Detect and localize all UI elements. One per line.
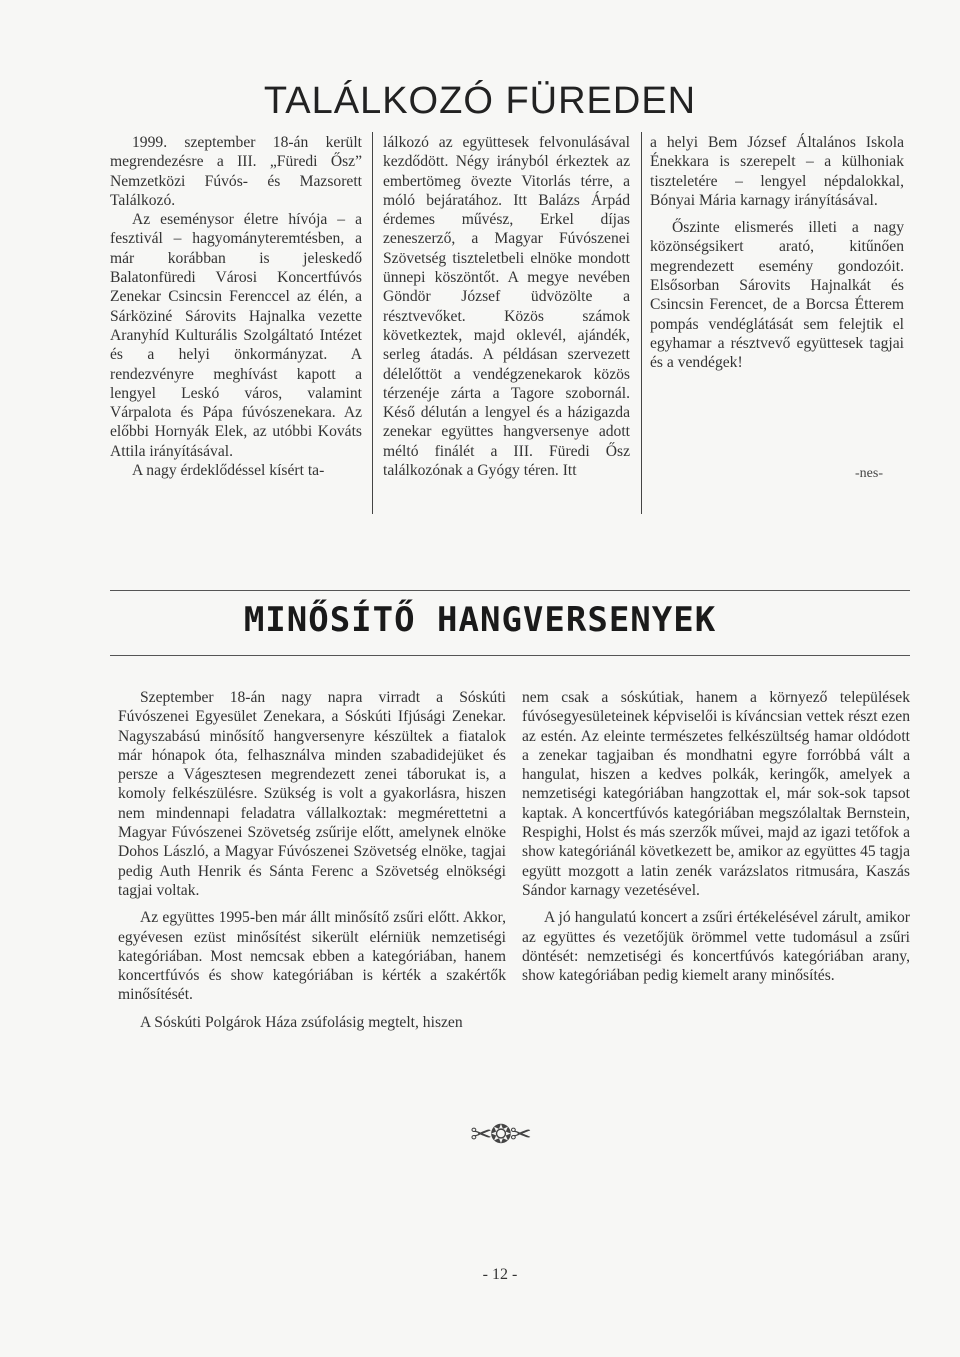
paragraph: Az eseménysor életre hívója – a fesztivál – hagyományteremtésben, a már korábban is jeleskedő Balatonfüredi Városi Koncertfúvós Zenekar Csincsin Ferenccel az élén, a Sárköziné Sárovits Hajnalka vezette Aranyhíd Kulturális Szolgáltató Intézet és a helyi önkormányzat. A rendezvényre meghívást kapott a lengyel Leskó város, valamint Várpalota és Pápa fúvószenekara. Az előbbi Hornyák Elek, az utóbbi Kováts Attila irányításával.: [110, 211, 362, 460]
paragraph: Őszinte elismerés illeti a nagy közönségsikert arató, kitűnően megrendezett esemény gondozóit. Elsősorban Sárovits Hajnalkát és Csincsin Ferencet, de a Borcsa Étterem pompás vendéglátását sem felejtik el egyhamar a résztvevő együttesek tagjai és a vendégek!: [650, 219, 904, 372]
article1-column-2: [383, 133, 630, 480]
paragraph: A jó hangulatú koncert a zsűri értékelésével zárult, amikor az együttes és vezetőjük örömmel vette tudomásul a zsűri döntését: nemzetiségi és koncertfúvós kategóriában arany, show kategóriában pedig kiemelt arany minősítés.: [522, 909, 910, 985]
paragraph: A nagy érdeklődéssel kísért ta-: [132, 462, 325, 480]
column-divider: [372, 132, 373, 514]
article2-column-2: [522, 688, 910, 985]
paragraph: 1999. szeptember 18-án került megrendezésre a III. „Füredi Ősz” Nemzetközi Fúvós- és Mazsorett Találkozó.: [110, 134, 362, 209]
ornament-icon: ✂❂✂: [470, 1120, 530, 1150]
article1-column-3: [650, 133, 904, 373]
signature: -nes-: [855, 466, 883, 481]
article2-title: MINŐSÍTŐ HANGVERSENYEK: [243, 600, 717, 640]
section-rule-top: [110, 590, 910, 591]
paragraph: A Sóskúti Polgárok Háza zsúfolásig megtelt, hiszen: [140, 1013, 463, 1031]
paragraph: lálkozó az együttesek felvonulásával kezdődött. Négy irányból érkeztek az embertömeg övezte Vitorlás térre, a móló bejáratához. Itt Balázs Árpád érdemes művész, Erkel díjas zeneszerző, a Magyar Fúvószenei Szövetség tiszteletbeli elnöke mondott ünnepi köszöntőt. A megye nevében Göndör József üdvözölte a résztvevőket. Közös számok következtek, majd oklevél, ajándék, serleg átadás. A példásan szervezett délelőttöt a vendégzenekarok közös térzenéje zárta a Tagore szobornál. Késő délután a lengyel és a házigazda zenekar együttes hangversenye adott méltó finálét a III. Füredi Ősz találkozónak a Gyógy téren. Itt: [383, 134, 630, 480]
article2-column-1: [118, 688, 506, 1032]
section-rule-bottom: [110, 655, 910, 656]
article1-column-1: [110, 133, 362, 480]
paragraph: a helyi Bem József Általános Iskola Énekkara is szerepelt – a külhoniak tiszteletére – lengyel népdalokkal, Bónyai Mária karnagy irányításával.: [650, 134, 904, 209]
page-number: - 12 -: [482, 1266, 518, 1283]
article1-title: TALÁLKOZÓ FÜREDEN: [263, 80, 697, 122]
paragraph: Az együttes 1995-ben már állt minősítő zsűri előtt. Akkor, egyévesen ezüst minősítést sikerült elérniük nemzetiségi kategóriában. Most nemcsak ebben a kategóriában, hanem koncertfúvós és show kategóriában is kérték a szakértők minősítését.: [118, 909, 506, 1004]
column-divider: [641, 132, 642, 514]
paragraph: Szeptember 18-án nagy napra virradt a Sóskúti Fúvószenei Egyesület Zenekara, a Sóskúti Ifjúsági Zenekar. Nagyszabású minősítő hangversenyre készültek a fiatalok már hónapok óta, felhasználva minden szabadidejüket és persze a Vágesztesen megrendezett zenei táborukat is, a komoly felkészülésre. Szükség is volt a gyakorlásra, hiszen nem mindennapi feladatra vállalkoztak: megmérettetni a Magyar Fúvószenei Szövetség zsűrije előtt, amelynek elnöke Dohos László, a Magyar Fúvószenei Szövetség elnöke, tagjai pedig Auth Henrik és Sánta Ferenc a Szövetség elnökségi tagjai voltak.: [118, 689, 506, 899]
paragraph: nem csak a sóskútiak, hanem a környező települések fúvósegyesületeinek képviselői is kíváncsian vettek részt ezen az estén. Az eleinte természetes felkészültség hamar oldódott a zenekar tagjaiban és mondhatni egyre forróbbá vált a hangulat, hiszen a kedves polkák, keringők, amelyek a nemzetiségi kategóriában hangzottak el, már sok-sok tapsot kaptak. A koncertfúvós kategóriában megszólaltak Bernstein, Respighi, Holst és más szerzők művei, majd az igazi tetőfok a show kategóriánál következett be, amikor az együttes 45 tagja együtt mozgott a latin zenék varázslatos ritmusára, Kaszás Sándor karnagy vezetésével.: [522, 689, 910, 899]
